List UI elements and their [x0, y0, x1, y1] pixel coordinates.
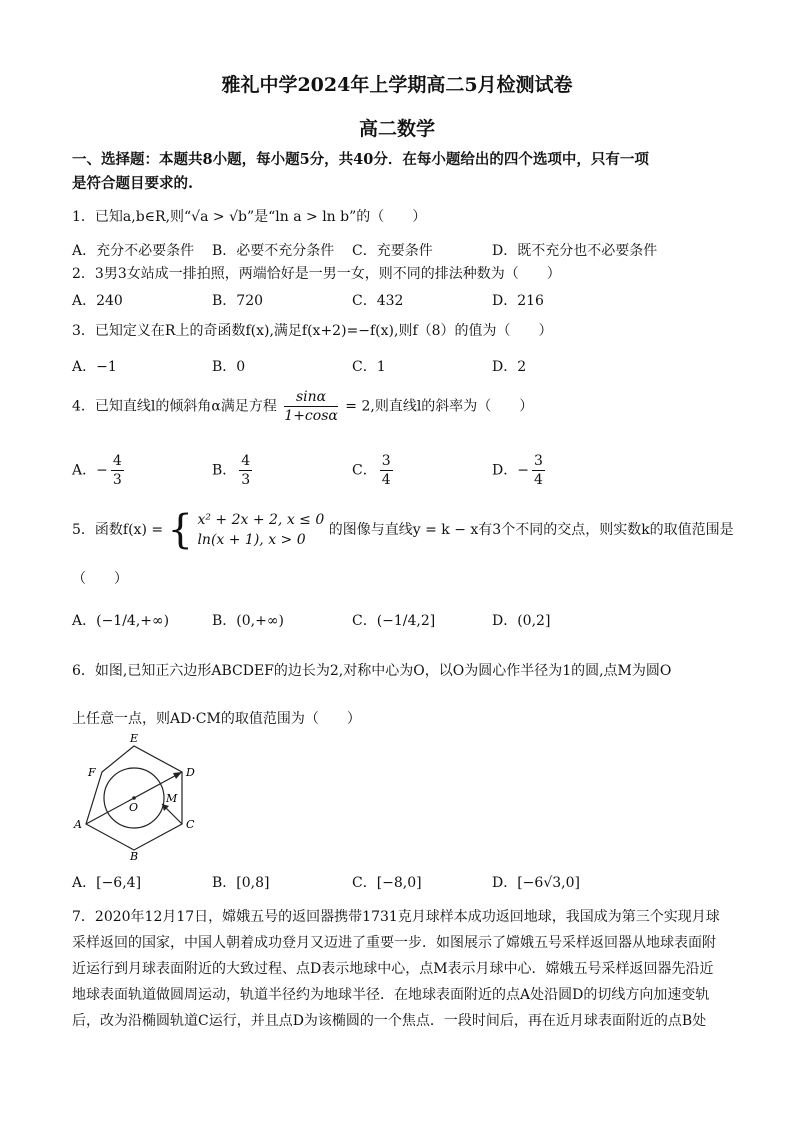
- q4-stem-post: = 2,则直线l的斜率为（ ）: [345, 398, 534, 415]
- q2-option-b: B．720: [212, 293, 264, 309]
- q4-option-b: [212, 452, 255, 489]
- q4-option-b-label: B．: [212, 462, 237, 479]
- q4-option-a-num: 4: [112, 453, 122, 469]
- q5-case-2: ln(x + 1), x > 0: [197, 532, 306, 548]
- q4-option-d-num: 3: [533, 453, 543, 469]
- q4-option-d-sign: −: [517, 462, 529, 479]
- q4-option-b-den: 3: [241, 472, 251, 488]
- q1-option-c: C．充要条件: [352, 243, 433, 259]
- q3-option-a: A．−1: [72, 359, 117, 375]
- label-f: F: [88, 766, 96, 779]
- q7-line-1: 7．2020年12月17日，嫦娥五号的返回器携带1731克月球样本成功返回地球，我国成为第三个实现月球: [72, 909, 720, 925]
- q5-brace: {: [167, 507, 193, 553]
- q5-answer-paren: （ ）: [72, 571, 128, 587]
- label-o: O: [129, 801, 139, 814]
- q7-line-4: 地球表面轨道做圆周运动，轨道半径约为地球半径．在地球表面附近的点A处沿圆D的切线方向加速变轨: [72, 987, 710, 1003]
- q4-option-c-num: 3: [381, 453, 391, 469]
- q2-option-d: D．216: [492, 293, 544, 309]
- q4-fraction: [284, 388, 338, 425]
- exam-title: 雅礼中学2024年上学期高二5月检测试卷: [221, 74, 573, 96]
- q6-option-a: A．[−6,4]: [72, 875, 142, 891]
- q4-stem: [72, 388, 533, 425]
- q5-stem-post: 的图像与直线y = k − x有3个不同的交点，则实数k的取值范围是: [328, 522, 734, 538]
- center-point: [132, 796, 136, 800]
- q4-option-a-label: A．: [72, 462, 97, 479]
- vector-ad-arrowhead: [173, 772, 182, 779]
- q4-option-a-sign: −: [96, 462, 108, 479]
- q6-option-c: C．[−8,0]: [352, 875, 422, 891]
- q2-option-a: A．240: [72, 293, 123, 309]
- q4-option-d-den: 4: [533, 472, 543, 488]
- q4-option-c-label: C．: [352, 462, 377, 479]
- section-heading-line1: 一、选择题：本题共8小题，每小题5分，共40分．在每小题给出的四个选项中，只有一项: [72, 151, 649, 168]
- q3-option-b: B．0: [212, 359, 246, 375]
- q5-stem-pre: 5．函数f(x) =: [72, 522, 164, 538]
- q3-option-c: C．1: [352, 359, 386, 375]
- q5-option-a: A．(−1/4,+∞): [72, 613, 170, 629]
- q5-case-1: x² + 2x + 2, x ≤ 0: [197, 512, 325, 528]
- q3-stem: 3．已知定义在R上的奇函数f(x),满足f(x+2)=−f(x),则f（8）的值为（ ）: [72, 323, 553, 339]
- q6-option-b: B．[0,8]: [212, 875, 270, 891]
- q1-option-d: D．既不充分也不必要条件: [492, 243, 658, 259]
- q3-option-d: D．2: [492, 359, 527, 375]
- label-b: B: [130, 850, 139, 860]
- q1-option-a: A．充分不必要条件: [72, 243, 195, 259]
- q7-line-2: 采样返回的国家，中国人朝着成功登月又迈进了重要一步．如图展示了嫦娥五号采样返回器从地球表面附: [72, 935, 716, 951]
- q6-stem-line2: 上任意一点，则AD·CM的取值范围为（ ）: [72, 711, 361, 727]
- q4-option-c: [352, 452, 396, 489]
- q5-option-b: B．(0,+∞): [212, 613, 284, 629]
- q7-line-3: 近运行到月球表面附近的大致过程、点D表示地球中心，点M表示月球中心．嫦娥五号采样返回器先沿近: [72, 961, 714, 977]
- label-c: C: [186, 818, 195, 831]
- q7-line-5: 后，改为沿椭圆轨道C运行，并且点D为该椭圆的一个焦点．一段时间后，再在近月球表面附近的点B处: [72, 1013, 707, 1029]
- q4-option-a: [72, 452, 127, 489]
- q6-stem-line1: 6．如图,已知正六边形ABCDEF的边长为2,对称中心为O，以O为圆心作半径为1的圆,点M为圆O: [72, 663, 672, 679]
- q4-option-d-label: D．: [492, 462, 518, 479]
- label-d: D: [186, 766, 195, 779]
- q5-stem: [72, 507, 734, 553]
- label-m: M: [166, 792, 178, 805]
- q5-option-d: D．(0,2]: [492, 613, 551, 629]
- q1-stem: 1．已知a,b∈R,则“√a > √b”是“ln a > ln b”的（ ）: [72, 209, 427, 225]
- q4-stem-pre: 4．已知直线l的倾斜角α满足方程: [72, 398, 277, 415]
- q4-fraction-denominator: 1+cosα: [284, 408, 338, 424]
- label-a: A: [74, 818, 82, 831]
- label-e: E: [130, 732, 139, 745]
- q2-stem: 2．3男3女站成一排拍照，两端恰好是一男一女，则不同的排法种数为（ ）: [72, 266, 561, 282]
- q6-option-d: D．[−6√3,0]: [492, 875, 580, 891]
- q4-option-b-num: 4: [241, 453, 251, 469]
- q1-option-b: B．必要不充分条件: [212, 243, 335, 259]
- q4-fraction-numerator: sinα: [284, 388, 338, 407]
- q4-option-c-den: 4: [381, 472, 391, 488]
- exam-subtitle: 高二数学: [358, 118, 435, 140]
- q4-option-a-den: 3: [112, 472, 122, 488]
- section-heading-line2: 是符合题目要求的.: [72, 175, 194, 192]
- q5-option-c: C．(−1/4,2]: [352, 613, 436, 629]
- q4-option-d: [492, 452, 548, 489]
- q2-option-c: C．432: [352, 293, 404, 309]
- hexagon-figure: [72, 732, 212, 860]
